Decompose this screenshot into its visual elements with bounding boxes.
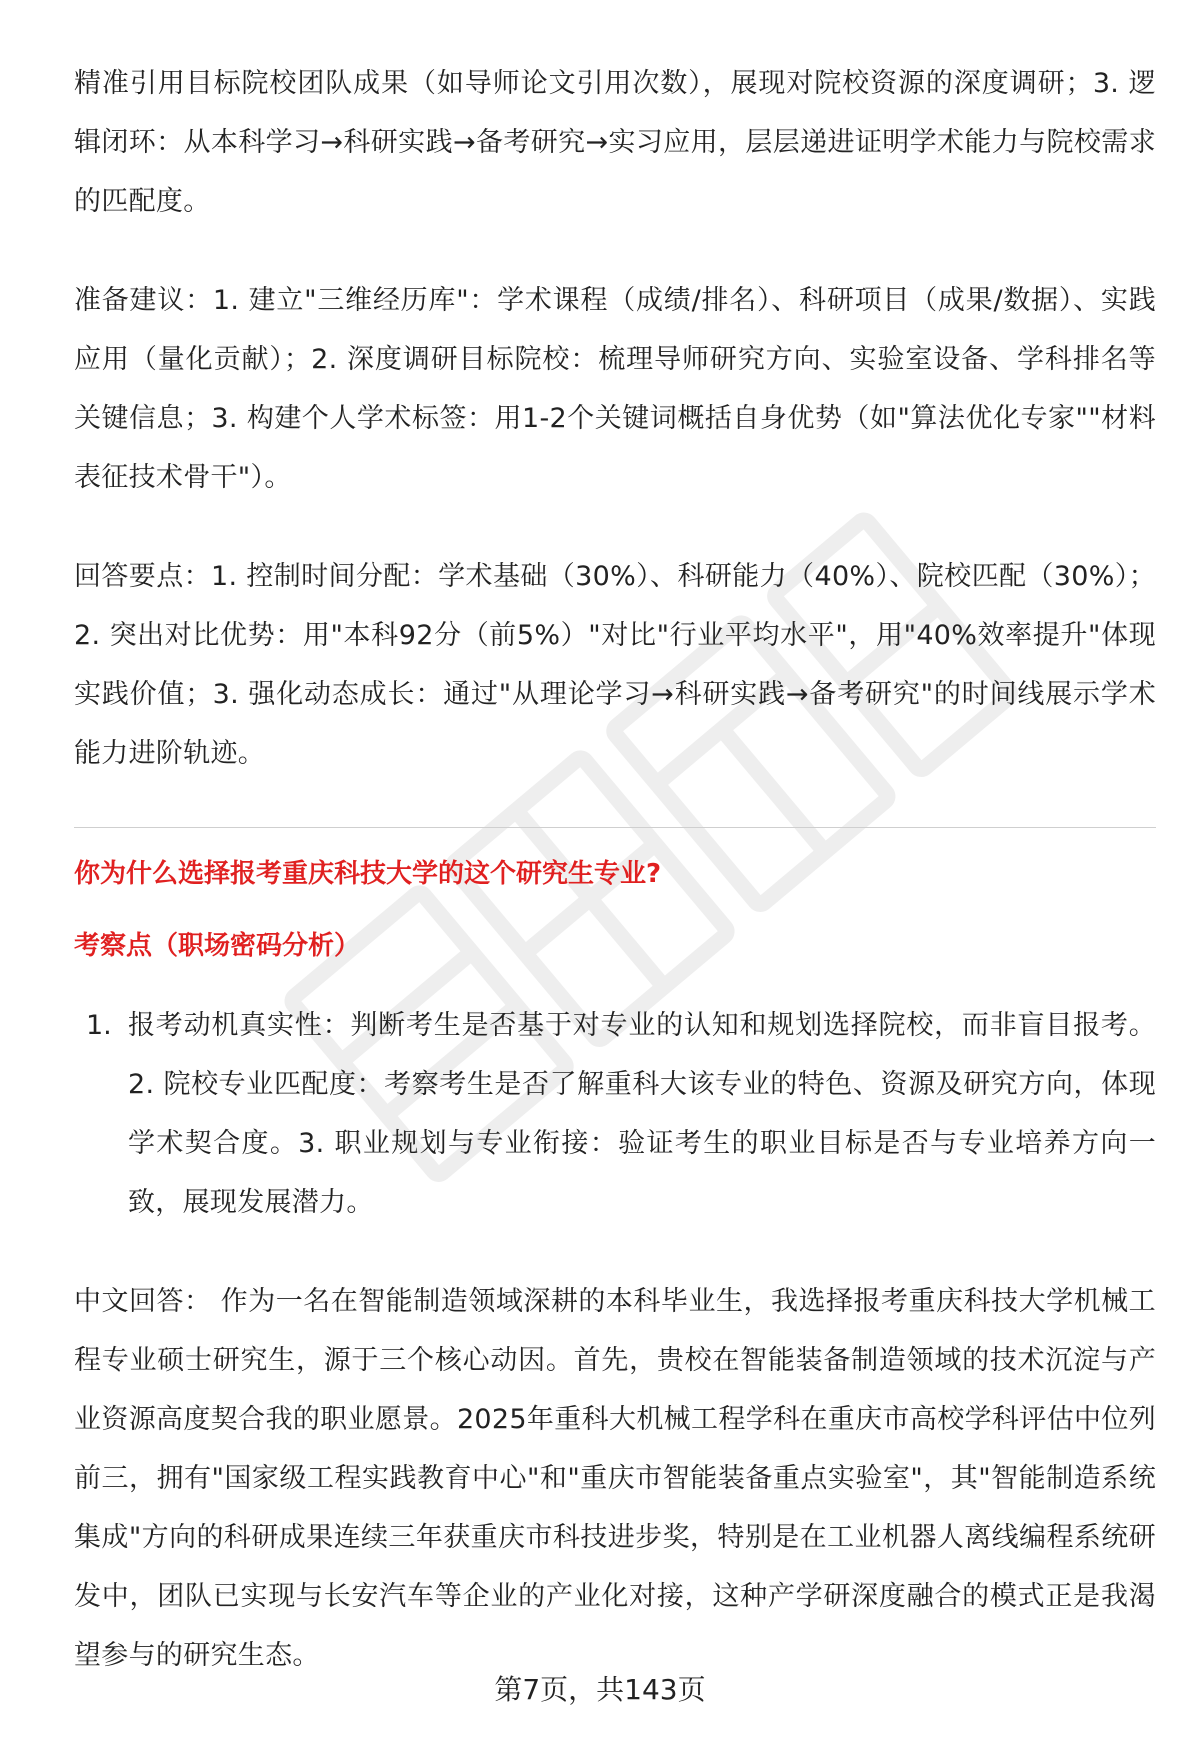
paragraph-preparation-advice: 准备建议：1. 建立"三维经历库"：学术课程（成绩/排名）、科研项目（成果/数据）、实践应用（量化贡献）；2. 深度调研目标院校：梳理导师研究方向、实验室设备、学科排名等关键信息；3. 构建个人学术标签：用1-2个关键词概括自身优势（如"算法优化专家""材料表征技术骨干"）。 [74, 285, 1156, 493]
paragraph-intro-continuation: 精准引用目标院校团队成果（如导师论文引用次数），展现对院校资源的深度调研；3. 逻辑闭环：从本科学习→科研实践→备考研究→实习应用，层层递进证明学术能力与院校需求的匹配度。 [74, 68, 1156, 217]
section-divider [74, 827, 1156, 828]
paragraph-chinese-answer: 中文回答： 作为一名在智能制造领域深耕的本科毕业生，我选择报考重庆科技大学机械工程专业硕士研究生，源于三个核心动因。首先，贵校在智能装备制造领域的技术沉淀与产业资源高度契合我的职业愿景。2025年重科大机械工程学科在重庆市高校学科评估中位列前三，拥有"国家级工程实践教育中心"和"重庆市智能装备重点实验室"，其"智能制造系统集成"方向的科研成果连续三年获重庆市科技进步奖，特别是在工业机器人离线编程系统研发中，团队已实现与长安汽车等企业的产业化对接，这种产学研深度融合的模式正是我渴望参与的研究生态。 [74, 1286, 1156, 1671]
question-subtitle: 考察点（职场密码分析） [74, 931, 361, 961]
list-number: 1. [86, 1010, 112, 1041]
question-title: 你为什么选择报考重庆科技大学的这个研究生专业? [74, 859, 662, 889]
document-page [74, 54, 1156, 1685]
paragraph-answer-points: 回答要点：1. 控制时间分配：学术基础（30%）、科研能力（40%）、院校匹配（30%）；2. 突出对比优势：用"本科92分（前5%）"对比"行业平均水平"，用"40%效率提升"体现实践价值；3. 强化动态成长：通过"从理论学习→科研实践→备考研究"的时间线展示学术能力进阶轨迹。 [74, 561, 1156, 769]
page-number-footer: 第7页，共143页 [494, 1673, 706, 1706]
list-item-text: 报考动机真实性：判断考生是否基于对专业的认知和规划选择院校，而非盲目报考。2. 院校专业匹配度：考察考生是否了解重科大该专业的特色、资源及研究方向，体现学术契合度。3. 职业规划与专业衔接：验证考生的职业目标是否与专业培养方向一致，展现发展潜力。 [128, 1010, 1156, 1218]
examination-points-list [74, 996, 1156, 1232]
